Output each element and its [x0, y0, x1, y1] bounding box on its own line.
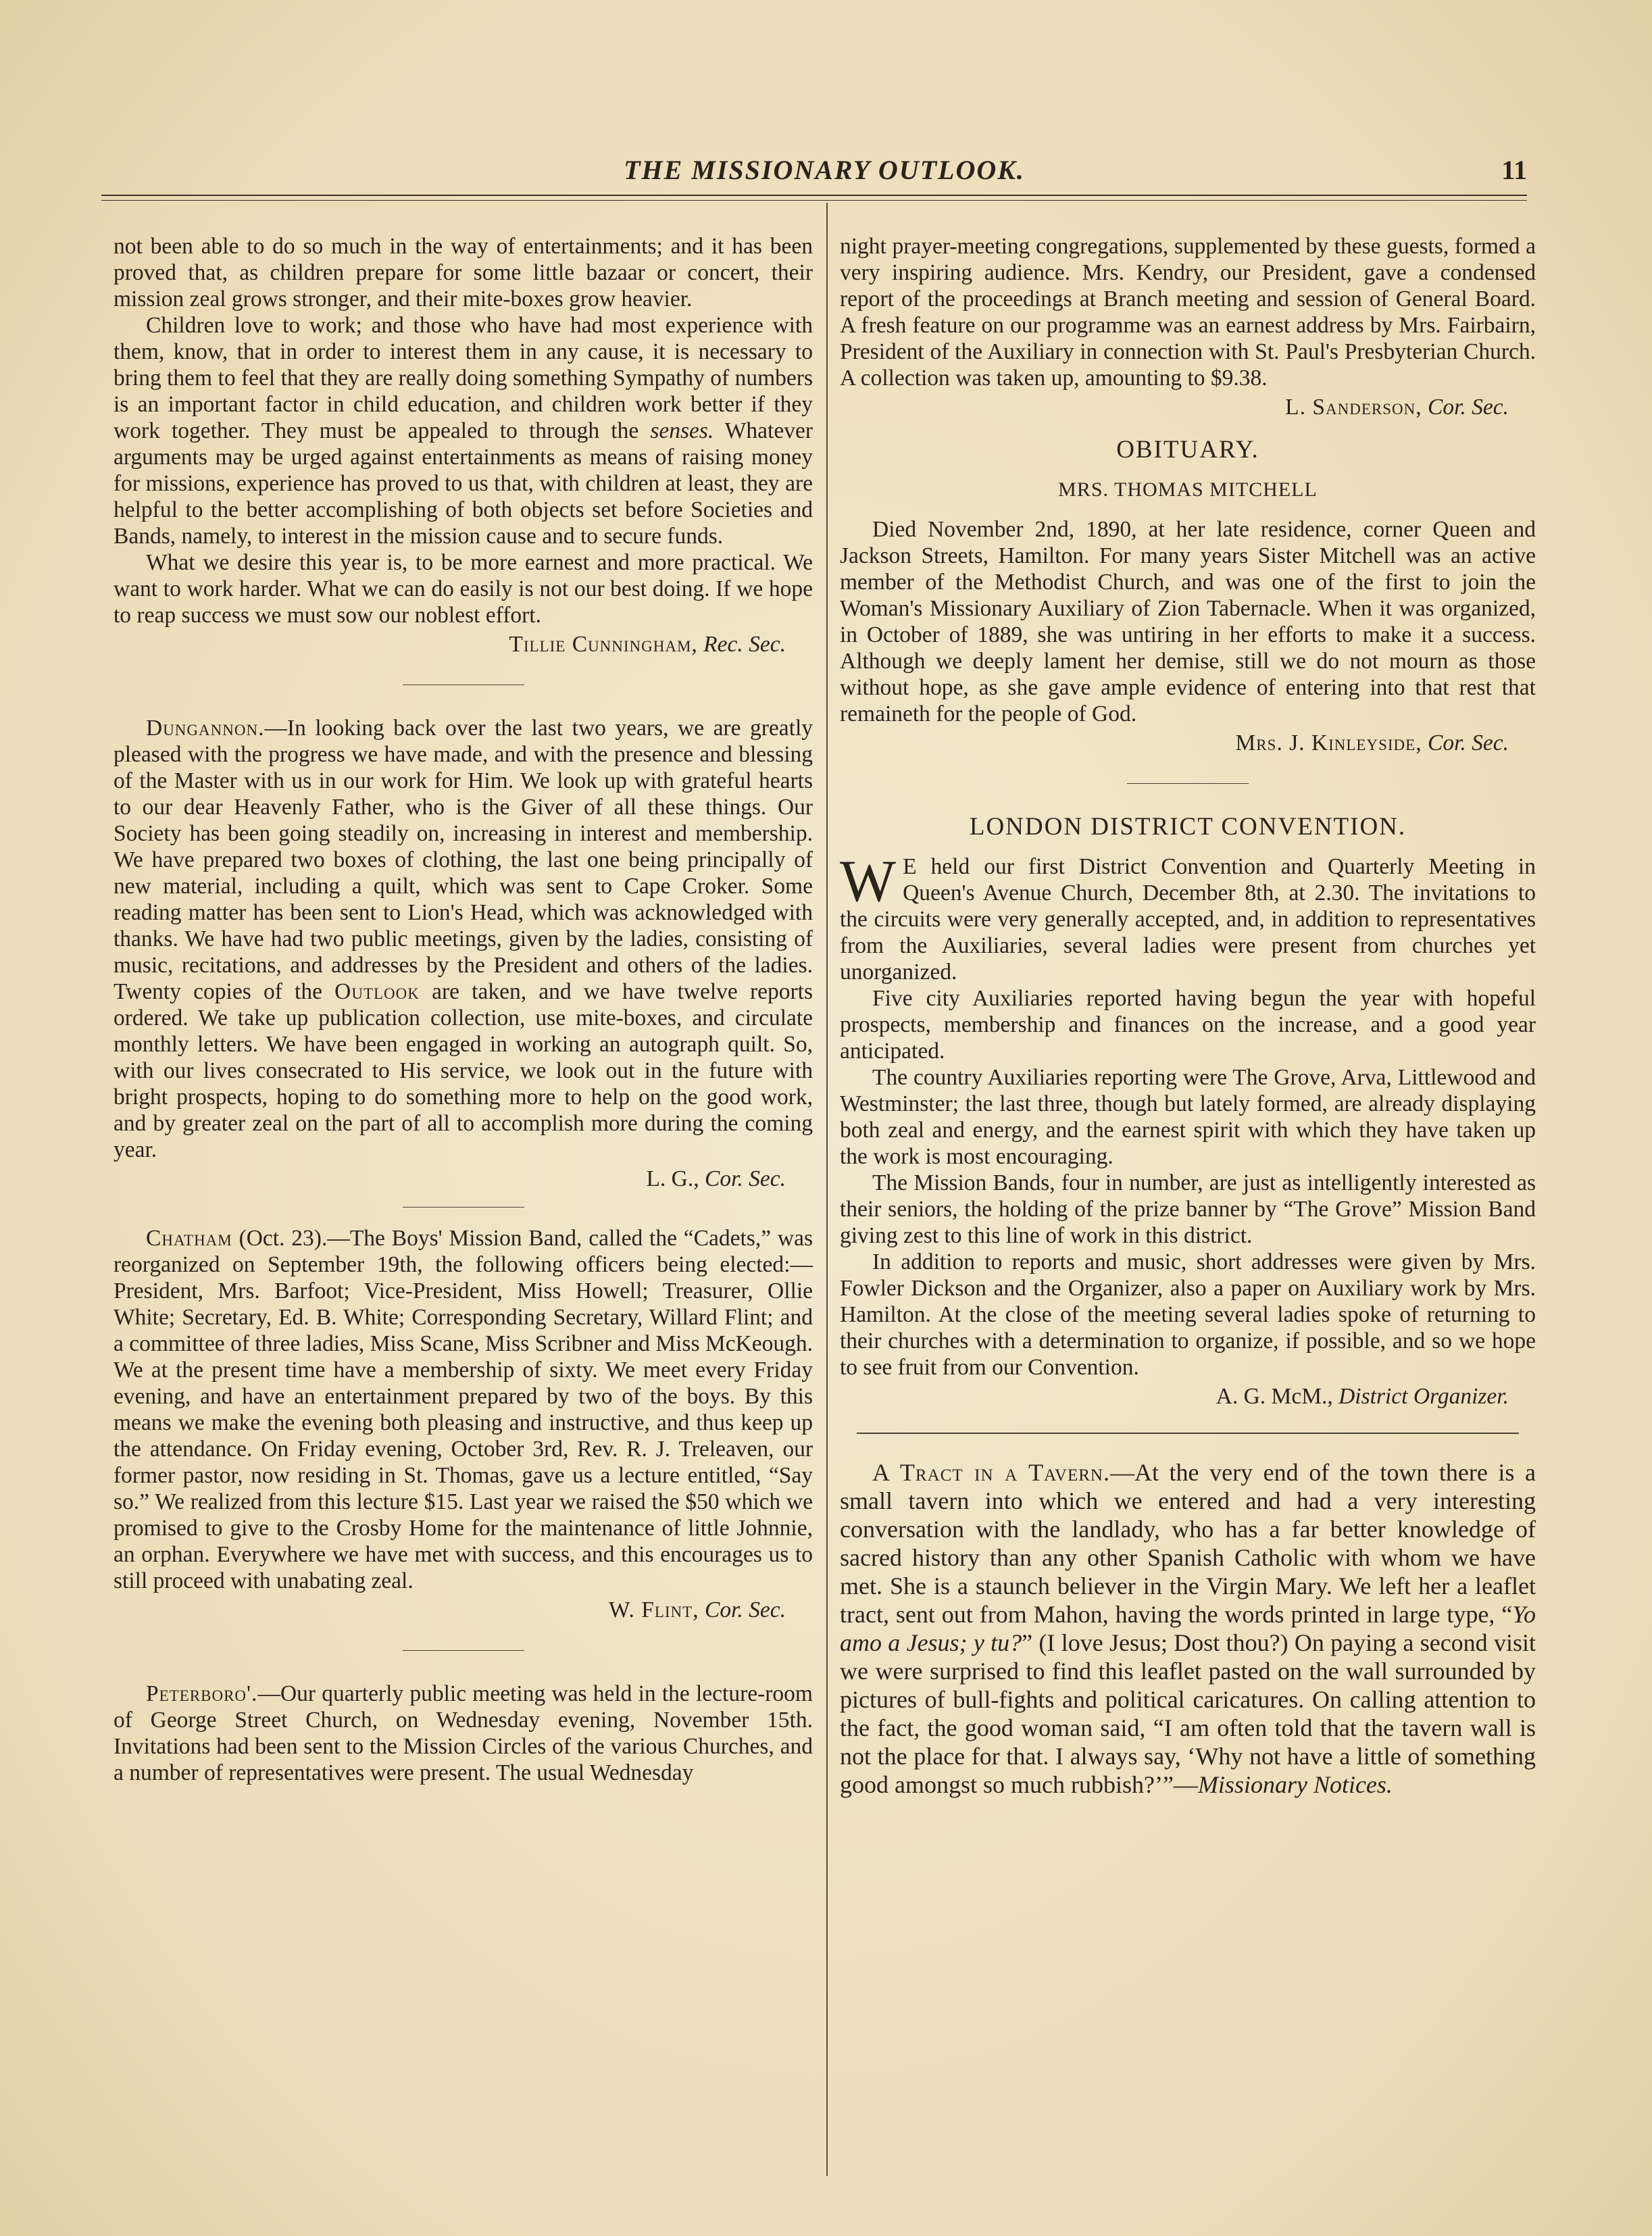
- children-text-b: Whatever arguments may be urged against entertainments as means of raising money for missions, experience has proved to us that, with children at least, they are helpful to the better accomplishing of both objects set before Societies and Bands, namely, to interest in the mission cause and to secure funds.: [114, 418, 813, 549]
- peterboro-continued: night prayer-meeting congregations, supplemented by these guests, formed a very inspiring audience. Mrs. Kendry, our President, gave a condensed report of the proceedings at Branch meeting and session of General Board. A fresh feature on our programme was an earnest address by Mrs. Fairbairn, President of the Auxiliary in connection with St. Paul's Presbyterian Church. A collection was taken up, amounting to $9.38.: [840, 234, 1536, 391]
- signature-lg: [114, 1166, 813, 1192]
- convention-paragraph: The Mission Bands, four in number, are just as intelligently interested as their seniors, the holding of the prize banner by “The Grove” Mission Band giving zest to this line of work in this district.: [840, 1170, 1536, 1248]
- convention-heading: LONDON DISTRICT CONVENTION.: [969, 813, 1407, 841]
- section-separator: [857, 1433, 1519, 1434]
- signature-title: Cor. Sec.: [704, 1166, 786, 1191]
- dungannon-text: —In looking back over the last two years, we are greatly pleased with the progress we have made, and with the presence and blessing of the Master with us in our work for Him. We look up with grateful hearts to our dear Heavenly Father, who is the Giver of all these things. Our Society has been going steadily on, increasing in interest and membership. We have prepared two boxes of clothing, the last one being principally of new material, including a quilt, which was sent to Cape Croker. Some reading matter has been sent to Lion's Head, which was acknowledged with thanks. We have had two public meetings, given by the ladies, consisting of music, recitations, and addresses by the President and others of the ladies. Twenty copies of the: [114, 716, 813, 1004]
- convention-paragraph: Five city Auxiliaries reported having begun the year with hopeful prospects, membership and finances on the increase, and a good year anticipated.: [840, 986, 1536, 1064]
- signature-name: W. Flint,: [608, 1597, 699, 1622]
- tract-text-a: —At the very end of the town there is a small tavern into which we entered and had a very interesting conversation with the landlady, who has a far better knowledge of sacred history than any other Spanish Catholic with whom we have met. She is a staunch believer in the Virgin Mary. We left her a leaflet tract, sent out from Mahon, having the words printed in large type, “: [840, 1459, 1536, 1628]
- children-text-a: Children love to work; and those who have had most experience with them, know, that in order to interest them in any cause, it is necessary to bring them to feel that they are really doing something Sympathy of numbers is an important factor in child education, and children work better if they work together. They must be appealed to through the: [114, 313, 813, 443]
- peterboro-text: —Our quarterly public meeting was held in the lecture-room of George Street Church, on Wednesday evening, November 15th. Invitations had been sent to the Mission Circles of the various Churches, and a number of representatives were present. The usual Wednesday: [114, 1681, 813, 1785]
- right-column: [840, 233, 1536, 1799]
- signature-name: L. Sanderson,: [1285, 395, 1422, 420]
- obituary-subheading: MRS. THOMAS MITCHELL: [1058, 478, 1318, 501]
- signature-title: Cor. Sec.: [1427, 395, 1509, 420]
- dungannon-lead: Dungannon.: [146, 716, 265, 741]
- dungannon-text-b: are taken, and we have twelve reports ordered. We take up publication collection, use mite-boxes, and circulate monthly letters. We have been engaged in working an autograph quilt. So, with our lives consecrated to His service, we look out in the future with bright prospects, hoping to do something more to help on the good work, and by greater zeal on the part of all to accomplish more during the coming year.: [114, 979, 813, 1162]
- signature-kinleyside: [840, 730, 1536, 756]
- chatham-lead: Chatham: [146, 1226, 232, 1251]
- column-divider: [826, 203, 828, 2176]
- chatham-report: [114, 1225, 813, 1594]
- chatham-text: (Oct. 23).—The Boys' Mission Band, called the “Cadets,” was reorganized on September 19th, the following officers being elected:—President, Mrs. Barfoot; Vice-President, Miss Howell; Treasurer, Ollie White; Secretary, Ed. B. White; Corresponding Secretary, Willard Flint; and a committee of three ladies, Miss Scane, Miss Scribner and Miss McKeough. We at the present time have a membership of sixty. We meet every Friday evening, and have an entertainment prepared by two of the boys. By this means we make the evening both pleasing and instructive, and thus keep up the attendance. On Friday evening, October 3rd, Rev. R. J. Treleaven, our former pastor, now residing in St. Thomas, gave us a lecture entitled, “Say so.” We realized from this lecture $15. Last year we raised the $50 which we promised to give to the Crosby Home for the maintenance of little Johnnie, an orphan. Everywhere we have met with success, and this encourages us to still proceed with unabating zeal.: [114, 1226, 813, 1593]
- peterboro-report: [114, 1681, 813, 1786]
- continued-paragraph: not been able to do so much in the way of entertainments; and it has been proved that, as children prepare for some little bazaar or concert, their mission zeal grows stronger, and their mite-boxes grow heavier.: [114, 234, 813, 312]
- tract-source: Missionary Notices.: [1197, 1771, 1393, 1798]
- signature-name: A. G. McM.,: [1216, 1384, 1333, 1409]
- signature-title: Rec. Sec.: [703, 632, 786, 657]
- convention-paragraph: E held our first District Convention and Quarterly Meeting in Queen's Avenue Church, December 8th, at 2.30. The invitations to the circuits were very generally accepted, and, in addition to representatives from the Auxiliaries, several ladies were present from churches yet unorganized.: [840, 854, 1536, 985]
- obituary-heading: OBITUARY.: [1116, 436, 1259, 464]
- signature-flint: [114, 1597, 813, 1623]
- senses-word: senses.: [650, 418, 714, 443]
- header-rule: [101, 195, 1527, 201]
- convention-paragraph: In addition to reports and music, short addresses were given by Mrs. Fowler Dickson and the Organizer, also a paper on Auxiliary work by Mrs. Hamilton. At the close of the meeting several ladies spoke of returning to their churches with a determination to organize, if possible, and so we hope to see fruit from our Convention.: [840, 1249, 1536, 1380]
- signature-mcm: [840, 1383, 1536, 1410]
- drop-cap: W: [840, 849, 897, 914]
- children-paragraph: [114, 312, 813, 549]
- tract-lead: A Tract in a Tavern.: [872, 1459, 1110, 1486]
- outlook-word: Outlook: [334, 979, 420, 1004]
- section-separator: [403, 1207, 524, 1208]
- desire-paragraph: What we desire this year is, to be more earnest and more practical. We want to work harder. What we can do easily is not our best doing. If we hope to reap success we must sow our noblest effort.: [114, 550, 813, 628]
- signature-title: Cor. Sec.: [1427, 730, 1509, 755]
- journal-title: THE MISSIONARY OUTLOOK.: [624, 155, 1025, 185]
- convention-intro: [840, 849, 1536, 985]
- peterboro-lead: Peterboro'.: [146, 1681, 258, 1706]
- obituary-text: Died November 2nd, 1890, at her late residence, corner Queen and Jackson Streets, Hamilton. For many years Sister Mitchell was an active member of the Methodist Church, and was one of the first to join the Woman's Missionary Auxiliary of Zion Tabernacle. When it was organized, in October of 1889, she was untiring in her efforts to make it a success. Although we deeply lament her demise, still we do not mourn as those without hope, as she gave ample evidence of entering into that rest that remaineth for the people of God.: [840, 517, 1536, 726]
- dungannon-report: [114, 715, 813, 1163]
- signature-title: District Organizer.: [1338, 1384, 1509, 1409]
- signature-name: L. G.,: [646, 1166, 699, 1191]
- signature-title: Cor. Sec.: [704, 1597, 786, 1622]
- signature-cunningham: [114, 631, 813, 657]
- tract-article: [840, 1458, 1536, 1799]
- page-header: [108, 150, 1541, 191]
- convention-paragraph: The country Auxiliaries reporting were The Grove, Arva, Littlewood and Westminster; the last three, though but lately formed, are already displaying both zeal and energy, and the earnest spirit with which they have taken up the work is most encouraging.: [840, 1065, 1536, 1169]
- tract-spanish: Yo amo a Jesus; y tu?: [840, 1601, 1536, 1656]
- signature-name: Tillie Cunningham,: [509, 632, 698, 657]
- section-separator: [403, 1650, 524, 1651]
- left-column: [114, 233, 813, 1786]
- signature-sanderson: [840, 394, 1536, 420]
- section-separator: [1127, 783, 1249, 784]
- tract-text-b: ” (I love Jesus; Dost thou?) On paying a second visit we were surprised to find this leaflet pasted on the wall surrounded by pictures of bull-fights and political caricatures. On calling attention to the fact, the good woman said, “I am often told that the tavern wall is not the place for that. I always say, ‘Why not have a little of something good amongst so much rubbish?’”—: [840, 1629, 1536, 1798]
- signature-name: Mrs. J. Kinleyside,: [1235, 730, 1422, 755]
- page-number: 11: [1501, 155, 1527, 185]
